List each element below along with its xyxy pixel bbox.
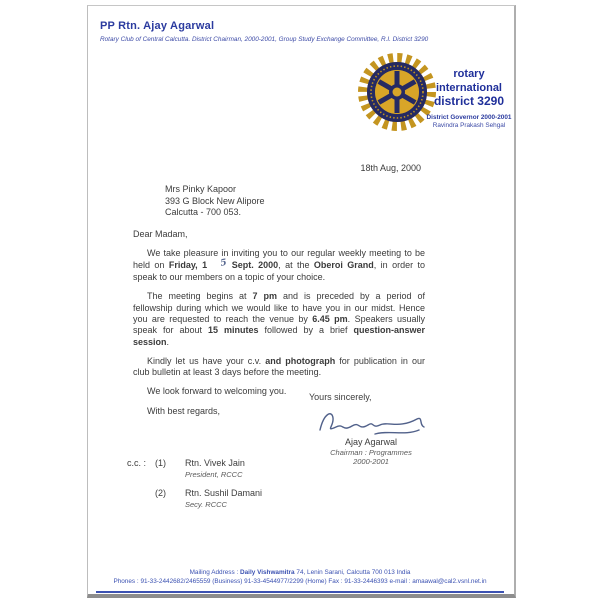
cc-label: c.c. : [127,458,147,468]
letter-date: 18th Aug, 2000 [360,163,421,173]
footer-address-bold: Daily Vishwamitra [240,569,295,576]
paragraph-regards: With best regards, [147,405,221,416]
signer-title: Chairman : Programmes [330,448,412,457]
handwritten-signature-icon [313,405,429,439]
letterhead-sender-name: PP Rtn. Ajay Agarwal [100,20,215,32]
salutation: Dear Madam, [133,229,188,240]
cc-item-2-name: Rtn. Sushil Damani [185,488,263,498]
logo-line-rotary: rotary [453,68,485,80]
paragraph-invitation: We take pleasure in inviting you to our regular weekly meeting to be held on Friday, 1 5 Sept. 2000, at the Oberoi Grand, in order to speak to our members on a topic of your choice. [133,248,425,283]
letterhead-sender-subtitle: Rotary Club of Central Calcutta. District Chairman, 2000-2001, Group Study Exchange Committee, R.I. District 3290 [100,36,429,43]
footer-mailing-address: Mailing Address : Daily Vishwamitra 74, Lenin Sarani, Calcutta 700 013 India [189,569,411,576]
district-governor-name: Ravindra Prakash Sehgal [432,121,506,129]
signature-block [303,392,439,466]
cc-item-1-number: (1) [155,458,166,468]
cc-item-2-number: (2) [155,488,166,498]
cc-item-1-name: Rtn. Vivek Jain [185,458,245,468]
cc-row-2 [127,488,262,499]
letter-page [87,5,516,598]
recipient-name: Mrs Pinky Kapoor [165,184,237,195]
footer-rule [96,591,504,593]
letter-body [133,163,425,417]
district-governor-label: District Governor 2000-2001 [426,113,512,121]
logo-line-district: district 3290 [433,94,505,108]
letter-footer [90,569,510,586]
cc-row-1 [127,458,262,469]
logo-line-international: international [435,81,502,94]
closing-phrase: Yours sincerely, [309,392,372,402]
recipient-address [165,184,425,218]
signer-term: 2000-2001 [353,457,389,466]
paragraph-meeting-details: The meeting begins at 7 pm and is preceded by a period of fellowship during which we would like to have you in our midst. Hence you are requested to reach the venue by 6.45 pm. Speakers usually speak for about 15 minutes followed by a brief question-answer session. [133,291,425,347]
paragraph-cv-request: Kindly let us have your c.v. and photograph for publication in our club bulletin at least 3 days before the meeting. [133,355,425,378]
cc-section [127,458,262,509]
footer-phones-fax-email: Phones : 91-33-2442682/2465559 (Business) 91-33-4544977/2299 (Home) Fax : 91-33-2446393 e-mail : amaawal@cal2.vsnl.net.in [113,577,487,585]
paragraph-welcome: We look forward to welcoming you. [147,386,287,397]
logo-text-block [422,68,516,130]
cc-item-2-title: Secy. RCCC [185,500,227,509]
cc-item-1-title: President, RCCC [185,470,243,479]
recipient-street: 393 G Block New Alipore [165,195,265,206]
signer-name: Ajay Agarwal [344,437,398,447]
recipient-city: Calcutta - 700 053. [165,206,242,217]
